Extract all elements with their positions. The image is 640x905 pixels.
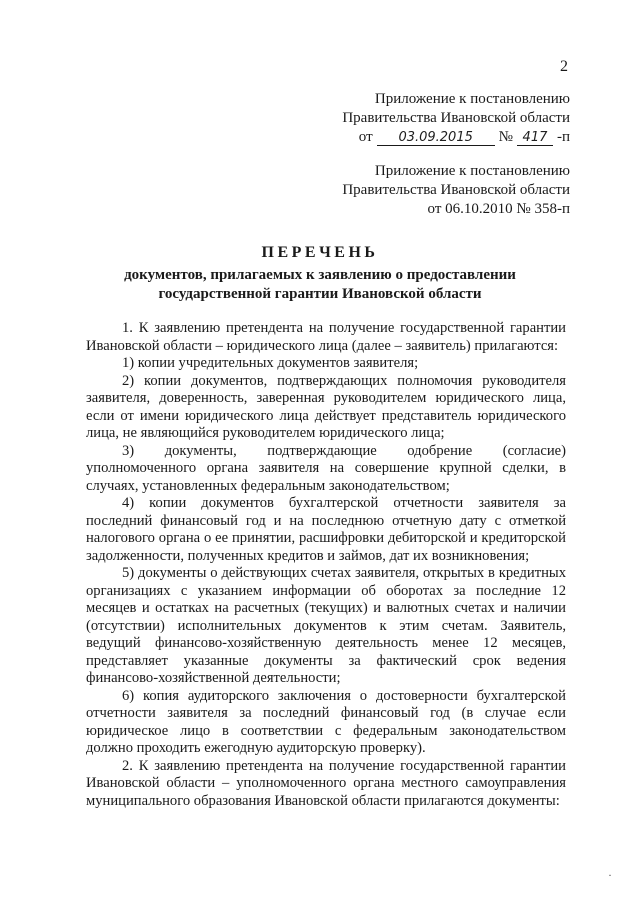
- handwritten-date: 03.09.2015: [377, 128, 495, 146]
- appendix-old-line2: Правительства Ивановской области: [342, 182, 570, 198]
- margin-mark: ·: [608, 868, 612, 882]
- page-number: 2: [560, 58, 568, 75]
- appendix-header-new: [342, 90, 570, 147]
- appendix-new-line1: Приложение к постановлению: [374, 91, 570, 107]
- document-subtitle: документов, прилагаемых к заявлению о предоставлении государственной гарантии Ивановской области: [124, 267, 516, 302]
- appendix-old-line3: от 06.10.2010 № 358-п: [427, 201, 570, 217]
- paragraph: 2) копии документов, подтверждающих полномочия руководителя заявителя, доверенность, заверенная руководителем юридического лица, если от имени юридического лица действует представитель юридического лица, не являющийся руководителем юридического лица;: [86, 372, 566, 441]
- appendix-new-order-line: [342, 128, 570, 147]
- paragraph: 2. К заявлению претендента на получение государственной гарантии Ивановской области – уполномоченного органа местного самоуправления муниципального образования Ивановской области прилагаются документы:: [86, 757, 566, 809]
- number-sign: №: [498, 129, 513, 145]
- document-body: [86, 320, 566, 810]
- paragraph: 5) документы о действующих счетах заявителя, открытых в кредитных организациях с указанием информации об оборотах за последние 12 месяцев и остатках на расчетных (текущих) и валютных счетах и наличии (отсутствии) исполнительных документов к этим счетам. Заявитель, ведущий финансово-хозяйственную деятельность менее 12 месяцев, представляет указанные документы за фактический срок ведения финансово-хозяйственной деятельности;: [86, 565, 566, 686]
- appendix-new-line2: Правительства Ивановской области: [342, 110, 570, 126]
- paragraph: 4) копии документов бухгалтерской отчетности заявителя за последний финансовый год и на последнюю отчетную дату с отметкой налогового органа о ее принятии, расшифровки дебиторской и кредиторской задолженности, полученных кредитов и займов, дат их возникновения;: [86, 495, 566, 564]
- appendix-old-line1: Приложение к постановлению: [374, 163, 570, 179]
- appendix-header-old: [342, 162, 570, 219]
- document-title: ПЕРЕЧЕНЬ: [261, 244, 379, 261]
- from-label: от: [358, 129, 373, 145]
- number-suffix: -п: [556, 129, 570, 145]
- paragraph: 1. К заявлению претендента на получение государственной гарантии Ивановской области – юридического лица (далее – заявитель) прилагаются:: [86, 320, 566, 354]
- handwritten-number: 417: [517, 128, 553, 146]
- paragraph: 6) копия аудиторского заключения о достоверности бухгалтерской отчетности заявителя за последний финансовый год (в случае если юридическое лицо в соответствии с федеральным законодательством должно проходить ежегодную аудиторскую проверку).: [86, 687, 566, 756]
- paragraph: 1) копии учредительных документов заявителя;: [122, 355, 419, 371]
- paragraph: 3) документы, подтверждающие одобрение (согласие) уполномоченного органа заявителя на совершение крупной сделки, в случаях, установленных федеральным законодательством;: [86, 442, 566, 494]
